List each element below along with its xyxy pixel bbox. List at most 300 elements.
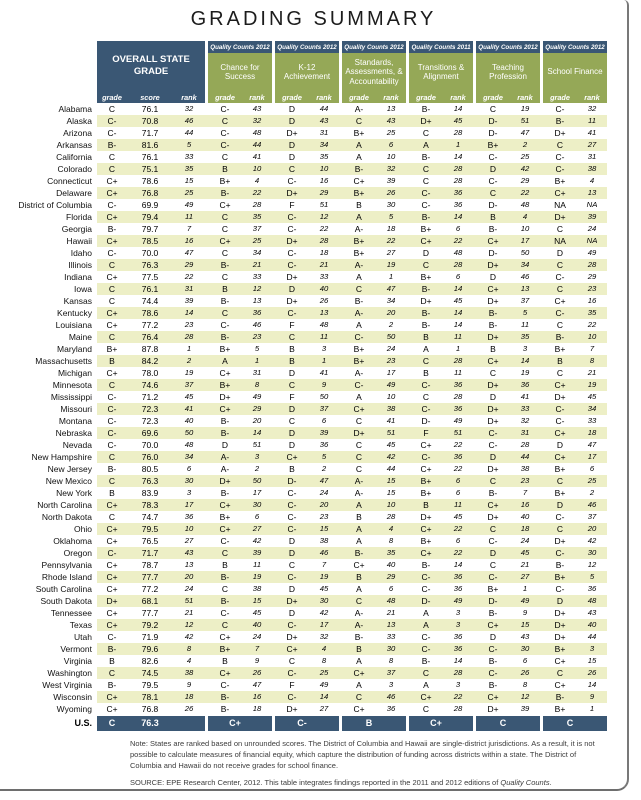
category-name: Transitions & Alignment xyxy=(409,53,473,91)
category-rank: 36 xyxy=(453,188,463,197)
category-grade: A xyxy=(423,680,429,690)
category-rank: 41 xyxy=(587,128,597,137)
row-band xyxy=(97,235,607,247)
category-cells-3 xyxy=(342,499,406,511)
category-cells-1 xyxy=(208,295,272,307)
category-rank: 15 xyxy=(520,620,530,629)
category-cells-1 xyxy=(208,523,272,535)
category-cells-2 xyxy=(275,595,339,607)
overall-rank: 32 xyxy=(184,104,194,113)
category-rank: 45 xyxy=(453,116,463,125)
grade-label: grade xyxy=(282,92,302,102)
category-grade: B xyxy=(289,344,295,354)
category-cells-2 xyxy=(275,343,339,355)
category-grade: C+ xyxy=(487,692,499,702)
category-rank: 35 xyxy=(319,152,329,161)
row-band xyxy=(97,151,607,163)
category-rank: 31 xyxy=(252,368,262,377)
category-cells-3 xyxy=(342,175,406,187)
category-grade: C- xyxy=(220,128,230,138)
overall-rank: 37 xyxy=(184,380,194,389)
category-rank: 9 xyxy=(522,608,528,617)
category-grade: B- xyxy=(220,704,230,714)
category-cells-2 xyxy=(275,331,339,343)
row-band xyxy=(97,535,607,547)
category-rank: 48 xyxy=(587,596,597,605)
table-row xyxy=(0,163,627,175)
category-grade: C- xyxy=(555,152,565,162)
category-cells-4 xyxy=(409,391,473,403)
category-cells-1 xyxy=(208,331,272,343)
category-rank: 49 xyxy=(386,380,396,389)
category-cells-3 xyxy=(342,319,406,331)
category-rank: 4 xyxy=(589,176,595,185)
category-cells-5 xyxy=(476,583,540,595)
overall-score: 77.2 xyxy=(141,320,159,330)
overall-rank: 1 xyxy=(186,344,192,353)
overall-grade: C xyxy=(108,104,116,114)
category-rank: 11 xyxy=(320,332,328,341)
category-rank: 36 xyxy=(252,308,262,317)
category-cells-1 xyxy=(208,655,272,667)
overall-rank: 2 xyxy=(186,356,192,365)
category-rank: 35 xyxy=(520,332,530,341)
category-cells-3 xyxy=(342,691,406,703)
category-rank: 30 xyxy=(587,548,597,557)
category-grade: D xyxy=(556,440,564,450)
state-name: Oregon xyxy=(63,548,92,558)
category-grade: D xyxy=(489,452,497,462)
overall-score: 78.3 xyxy=(141,500,159,510)
overall-rank: 26 xyxy=(184,704,194,713)
category-grade: B- xyxy=(421,560,431,570)
category-rank: 9 xyxy=(321,380,327,389)
category-grade: B xyxy=(423,500,429,510)
category-cells-5 xyxy=(476,235,540,247)
row-band xyxy=(97,595,607,607)
state-name: North Dakota xyxy=(41,512,92,522)
category-grade: C- xyxy=(287,692,297,702)
category-grade: C- xyxy=(287,572,297,582)
category-grade: C xyxy=(556,140,564,150)
overall-grade: C+ xyxy=(106,524,118,534)
category-cells-1 xyxy=(208,187,272,199)
state-name: Virginia xyxy=(63,656,92,666)
category-cells-3 xyxy=(342,547,406,559)
overall-grade: B- xyxy=(107,644,117,654)
category-cells-3 xyxy=(342,163,406,175)
category-grade: C- xyxy=(488,152,498,162)
category-grade: D+ xyxy=(286,272,298,282)
category-rank: 29 xyxy=(252,404,262,413)
category-grade: B xyxy=(490,344,496,354)
category-grade: B+ xyxy=(487,584,499,594)
overall-cells xyxy=(97,667,205,679)
category-grade: C xyxy=(221,548,229,558)
category-cells-6 xyxy=(543,379,607,391)
category-grade: C xyxy=(355,452,363,462)
category-cells-4 xyxy=(409,283,473,295)
table-row xyxy=(0,487,627,499)
grade-label: grade xyxy=(349,92,369,102)
overall-rank: 15 xyxy=(184,176,194,185)
row-band xyxy=(97,427,607,439)
category-cells-1 xyxy=(208,475,272,487)
category-cells-5 xyxy=(476,559,540,571)
category-rank: 27 xyxy=(520,572,530,581)
overall-score: 76.0 xyxy=(141,452,159,462)
category-grade: C- xyxy=(555,512,565,522)
category-cells-4 xyxy=(409,463,473,475)
category-rank: 33 xyxy=(386,632,396,641)
category-cells-4 xyxy=(409,511,473,523)
row-band xyxy=(97,631,607,643)
category-rank: 17 xyxy=(319,620,329,629)
category-grade: C xyxy=(288,332,296,342)
overall-grade: C+ xyxy=(106,188,118,198)
category-cells-2 xyxy=(275,475,339,487)
category-grade: B- xyxy=(220,596,230,606)
category-rank: 25 xyxy=(386,128,396,137)
category-rank: 51 xyxy=(453,428,463,437)
category-header-2 xyxy=(275,41,339,103)
state-name: Alaska xyxy=(66,116,92,126)
category-rank: 28 xyxy=(319,236,329,245)
category-rank: 19 xyxy=(386,260,396,269)
category-grade: C- xyxy=(287,620,297,630)
category-grade: B xyxy=(557,356,563,366)
overall-grade: C- xyxy=(107,248,117,258)
overall-score: 78.6 xyxy=(141,176,159,186)
overall-score: 79.7 xyxy=(141,224,159,234)
category-grade: D+ xyxy=(420,296,432,306)
overall-cells xyxy=(97,115,205,127)
category-cells-5 xyxy=(476,175,540,187)
category-rank: 2 xyxy=(589,488,595,497)
grading-summary-table xyxy=(0,41,627,731)
table-row xyxy=(0,343,627,355)
category-grade: B+ xyxy=(487,140,499,150)
overall-grade: C+ xyxy=(106,560,118,570)
rank-label: rank xyxy=(584,92,600,102)
category-rank: 10 xyxy=(252,164,262,173)
category-header-4 xyxy=(409,41,473,103)
category-rank: 27 xyxy=(319,704,329,713)
category-cells-1 xyxy=(208,247,272,259)
category-grade: C- xyxy=(421,632,431,642)
category-cells-4 xyxy=(409,499,473,511)
category-cells-1 xyxy=(208,643,272,655)
category-rank: 45 xyxy=(386,440,396,449)
overall-grade: C+ xyxy=(106,572,118,582)
category-rank: 7 xyxy=(522,488,528,497)
overall-cells xyxy=(97,439,205,451)
overall-rank: 43 xyxy=(184,548,194,557)
table-row xyxy=(0,559,627,571)
category-cells-2 xyxy=(275,319,339,331)
category-cells-5 xyxy=(476,703,540,715)
state-name: Illinois xyxy=(68,260,92,270)
category-rank: 8 xyxy=(254,380,260,389)
category-grade: C+ xyxy=(420,464,432,474)
row-band xyxy=(97,355,607,367)
overall-score: 70.0 xyxy=(141,248,159,258)
overall-cells xyxy=(97,127,205,139)
state-name: Maine xyxy=(68,332,92,342)
overall-rank: 25 xyxy=(184,188,194,197)
overall-rank: 6 xyxy=(186,464,192,473)
category-cells-6 xyxy=(543,451,607,463)
category-cells-3 xyxy=(342,523,406,535)
category-grade: C- xyxy=(421,404,431,414)
overall-grade: C+ xyxy=(106,584,118,594)
overall-cells xyxy=(97,475,205,487)
overall-cells xyxy=(97,631,205,643)
category-grade: C+ xyxy=(219,524,231,534)
table-row xyxy=(0,379,627,391)
category-cells-5 xyxy=(476,427,540,439)
category-rank: 6 xyxy=(522,656,528,665)
category-grade: C+ xyxy=(554,188,566,198)
category-cells-6 xyxy=(543,703,607,715)
category-grade: C- xyxy=(220,320,230,330)
category-grade: B+ xyxy=(420,272,432,282)
category-rank: 5 xyxy=(254,344,260,353)
category-cells-2 xyxy=(275,151,339,163)
category-rank: 22 xyxy=(453,548,463,557)
category-cells-6 xyxy=(543,343,607,355)
row-band xyxy=(97,223,607,235)
us-category-grade-2: C- xyxy=(275,716,339,731)
overall-grade: B xyxy=(109,488,115,498)
category-rank: 3 xyxy=(455,620,461,629)
category-grade: D+ xyxy=(554,392,566,402)
category-grade: C xyxy=(489,524,497,534)
category-grade: C+ xyxy=(219,632,231,642)
overall-rank: 46 xyxy=(184,116,194,125)
overall-cells xyxy=(97,499,205,511)
category-rank: 1 xyxy=(254,356,260,365)
table-row xyxy=(0,523,627,535)
overall-grade: C+ xyxy=(106,212,118,222)
table-row xyxy=(0,547,627,559)
category-rank: 29 xyxy=(520,176,530,185)
category-grade: C xyxy=(355,284,363,294)
category-rank: 23 xyxy=(252,332,262,341)
category-name: K-12 Achievement xyxy=(275,53,339,91)
category-cells-1 xyxy=(208,487,272,499)
row-band xyxy=(97,475,607,487)
category-rank: 28 xyxy=(453,356,463,365)
category-name: Teaching Profession xyxy=(476,53,540,91)
category-grade: C+ xyxy=(554,452,566,462)
table-row xyxy=(0,187,627,199)
category-rank: 28 xyxy=(453,176,463,185)
category-grade: C+ xyxy=(487,500,499,510)
category-grade: A xyxy=(356,272,362,282)
category-rank: 6 xyxy=(455,272,461,281)
category-rank: 3 xyxy=(388,680,394,689)
category-cells-6 xyxy=(543,667,607,679)
category-grade: B+ xyxy=(554,644,566,654)
category-grade: C- xyxy=(555,308,565,318)
overall-rank-label: rank xyxy=(181,92,197,102)
category-rank: 11 xyxy=(521,320,529,329)
category-grade: C+ xyxy=(487,620,499,630)
category-cells-2 xyxy=(275,583,339,595)
category-rank: 41 xyxy=(252,152,262,161)
category-cells-6 xyxy=(543,127,607,139)
row-band xyxy=(97,187,607,199)
table-row xyxy=(0,511,627,523)
table-row xyxy=(0,535,627,547)
category-grade: D xyxy=(288,608,296,618)
category-cells-1 xyxy=(208,439,272,451)
overall-cells xyxy=(97,271,205,283)
category-grade: D+ xyxy=(487,332,499,342)
category-cells-2 xyxy=(275,427,339,439)
category-cells-4 xyxy=(409,199,473,211)
state-name: Michigan xyxy=(57,368,92,378)
category-cells-1 xyxy=(208,415,272,427)
category-grade: B- xyxy=(354,548,364,558)
category-rank: 4 xyxy=(388,524,394,533)
state-name: Connecticut xyxy=(47,176,92,186)
state-name: Iowa xyxy=(74,284,92,294)
category-rank: 15 xyxy=(386,488,396,497)
category-grade: D xyxy=(489,632,497,642)
category-rank: 44 xyxy=(520,452,530,461)
overall-rank: 48 xyxy=(184,440,194,449)
category-cells-5 xyxy=(476,355,540,367)
category-grade: C+ xyxy=(219,236,231,246)
category-cells-4 xyxy=(409,547,473,559)
category-grade: C xyxy=(221,584,229,594)
category-cells-6 xyxy=(543,115,607,127)
category-cells-3 xyxy=(342,307,406,319)
overall-grade: C- xyxy=(107,440,117,450)
category-rank: 44 xyxy=(252,140,262,149)
category-cells-2 xyxy=(275,271,339,283)
category-rank: 37 xyxy=(520,296,530,305)
row-band xyxy=(97,295,607,307)
category-grade: C- xyxy=(555,584,565,594)
edition-banner: Quality Counts 2012 xyxy=(275,41,339,53)
row-band xyxy=(97,499,607,511)
category-cells-1 xyxy=(208,115,272,127)
overall-grade: C- xyxy=(107,392,117,402)
category-rank: 36 xyxy=(453,404,463,413)
category-grade: B+ xyxy=(353,188,365,198)
category-cells-6 xyxy=(543,631,607,643)
us-category-grade-3: B xyxy=(342,716,406,731)
category-grade: C+ xyxy=(420,548,432,558)
category-grade: B xyxy=(222,284,228,294)
category-grade: C xyxy=(556,524,564,534)
category-grade: C xyxy=(422,128,430,138)
category-grade: C+ xyxy=(219,200,231,210)
overall-grade: B- xyxy=(107,224,117,234)
overall-rank: 20 xyxy=(184,572,194,581)
category-cells-2 xyxy=(275,211,339,223)
category-rank: 13 xyxy=(386,104,396,113)
category-grade: B- xyxy=(354,296,364,306)
overall-score: 78.7 xyxy=(141,560,159,570)
category-rank: 13 xyxy=(520,284,530,293)
category-rank: 6 xyxy=(589,464,595,473)
category-cells-2 xyxy=(275,487,339,499)
category-cells-4 xyxy=(409,535,473,547)
state-name: Nebraska xyxy=(55,428,92,438)
category-rank: 32 xyxy=(319,632,329,641)
category-rank: 45 xyxy=(453,296,463,305)
category-grade: C+ xyxy=(219,404,231,414)
overall-score: 74.5 xyxy=(141,668,159,678)
row-band xyxy=(97,451,607,463)
category-grade: D+ xyxy=(554,632,566,642)
category-rank: 16 xyxy=(252,692,262,701)
category-grade: C+ xyxy=(286,644,298,654)
category-grade: D xyxy=(288,368,296,378)
category-cells-5 xyxy=(476,247,540,259)
category-rank: 10 xyxy=(319,164,329,173)
overall-score: 71.9 xyxy=(141,632,159,642)
overall-cells xyxy=(97,607,205,619)
category-cells-2 xyxy=(275,367,339,379)
row-band xyxy=(97,175,607,187)
category-grade: C- xyxy=(220,680,230,690)
category-cells-1 xyxy=(208,223,272,235)
category-grade: C- xyxy=(287,524,297,534)
category-cells-6 xyxy=(543,367,607,379)
category-rank: 28 xyxy=(453,668,463,677)
category-cells-2 xyxy=(275,103,339,115)
category-rank: 51 xyxy=(386,428,396,437)
overall-score: 78.6 xyxy=(141,308,159,318)
overall-grade: C- xyxy=(107,116,117,126)
category-rank: 44 xyxy=(319,104,329,113)
category-grade: A xyxy=(356,524,362,534)
category-cells-4 xyxy=(409,103,473,115)
category-rank: 49 xyxy=(520,596,530,605)
category-grade: D xyxy=(288,548,296,558)
overall-score: 77.7 xyxy=(141,572,159,582)
overall-score: 76.1 xyxy=(141,284,159,294)
overall-grade: C+ xyxy=(106,308,118,318)
category-cells-5 xyxy=(476,211,540,223)
category-rank: 21 xyxy=(252,260,262,269)
category-cells-3 xyxy=(342,511,406,523)
row-band xyxy=(97,607,607,619)
category-grade: C+ xyxy=(554,296,566,306)
category-grade: B xyxy=(356,572,362,582)
category-grade: B- xyxy=(488,488,498,498)
category-cells-3 xyxy=(342,535,406,547)
category-rank: 40 xyxy=(386,560,396,569)
category-cells-4 xyxy=(409,223,473,235)
category-rank: 3 xyxy=(589,644,595,653)
category-grade: NA xyxy=(554,236,566,246)
category-grade: C- xyxy=(555,164,565,174)
category-rank: 17 xyxy=(252,488,262,497)
category-grade: F xyxy=(289,680,295,690)
category-grade: A xyxy=(423,608,429,618)
row-band xyxy=(97,247,607,259)
category-rank: 32 xyxy=(587,104,597,113)
overall-score-label: score xyxy=(140,92,160,102)
category-grade: B- xyxy=(555,560,565,570)
state-name: Hawaii xyxy=(66,236,92,246)
